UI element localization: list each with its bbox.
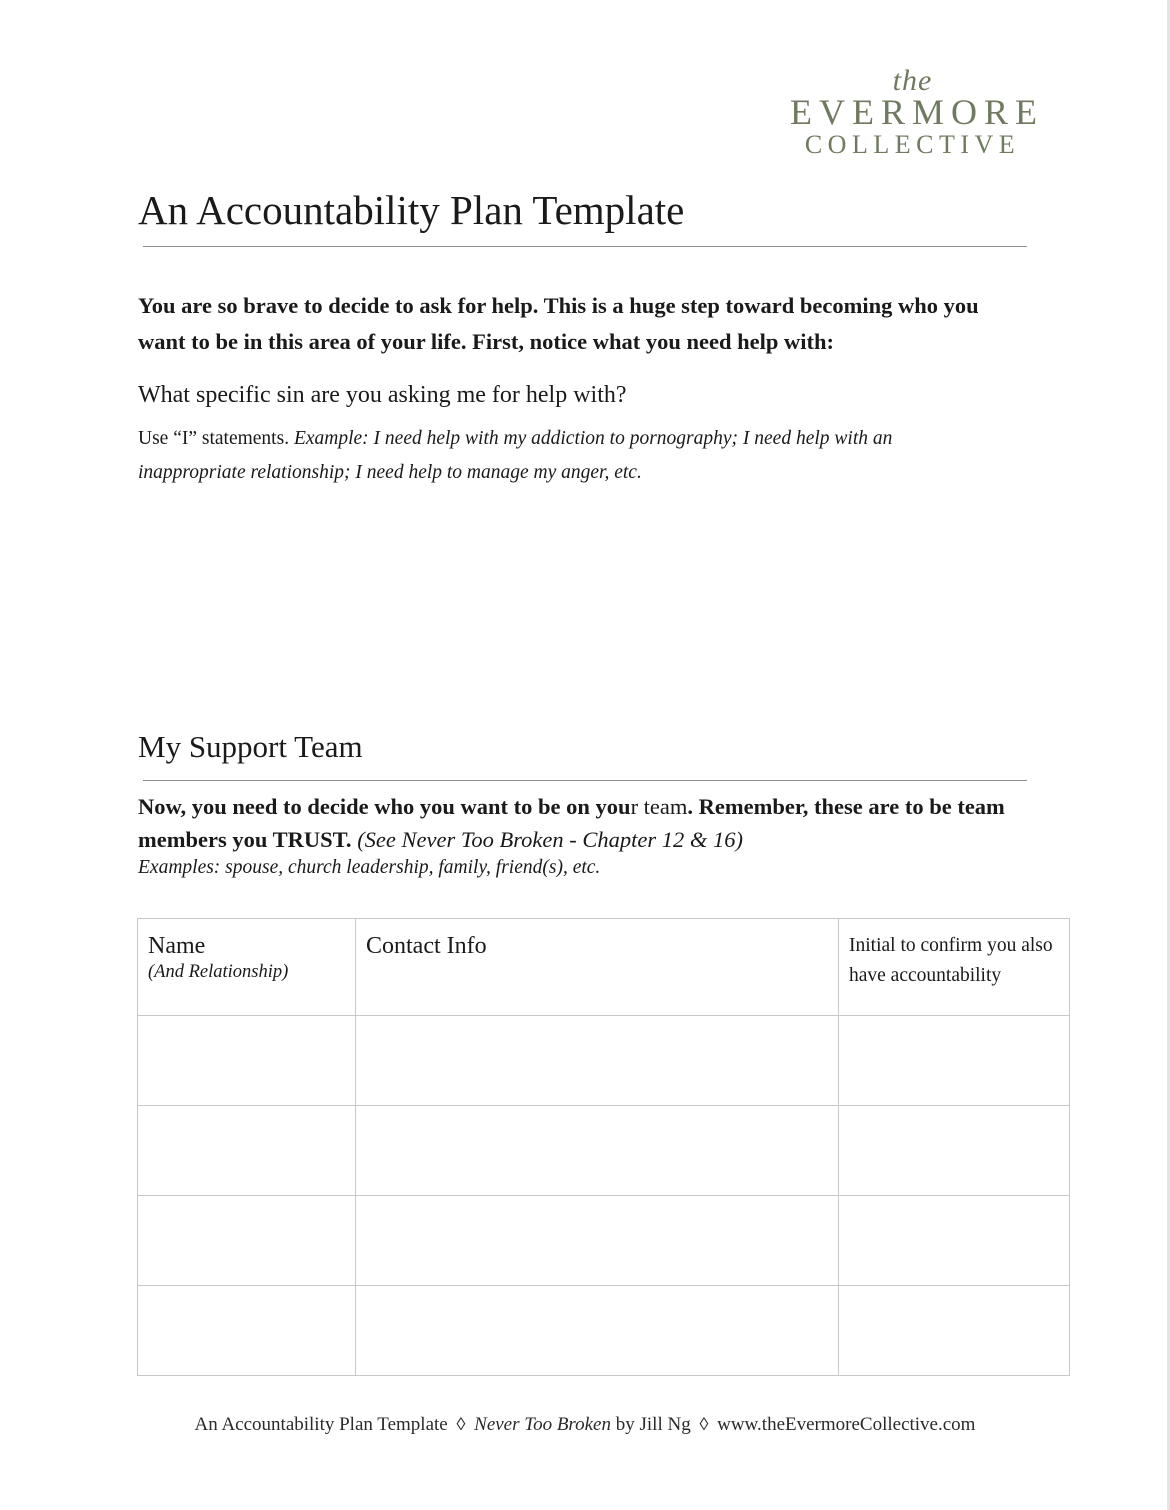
- team-intro-part3: . Remember, these are to be team members you TRUST.: [138, 794, 1005, 852]
- team-intro: [138, 790, 1038, 856]
- cell-initial[interactable]: [839, 1106, 1070, 1196]
- team-intro-part2: r team: [630, 794, 688, 819]
- footer-title: An Accountability Plan Template: [194, 1414, 448, 1435]
- header-initial: Initial to confirm you also have accountability: [839, 919, 1070, 1016]
- examples-text: Examples: spouse, church leadership, family, friend(s), etc.: [138, 857, 601, 878]
- header-name-sub: (And Relationship): [148, 962, 289, 982]
- cell-name[interactable]: [138, 1196, 356, 1286]
- team-intro-reference: (See Never Too Broken - Chapter 12 & 16): [357, 827, 743, 852]
- logo-collective: COLLECTIVE: [804, 130, 1021, 159]
- intro-paragraph: You are so brave to decide to ask for help. This is a huge step toward becoming who you want to be in this area of your life. First, notice what you need help with:: [138, 293, 979, 354]
- cell-name[interactable]: [138, 1106, 356, 1196]
- cell-name[interactable]: [138, 1016, 356, 1106]
- cell-contact[interactable]: [356, 1106, 839, 1196]
- page-title: An Accountability Plan Template: [138, 187, 685, 233]
- logo-evermore: EVERMORE: [790, 92, 1044, 132]
- footer-url[interactable]: www.theEvermoreCollective.com: [717, 1414, 976, 1435]
- footer-author: by Jill Ng: [615, 1414, 691, 1435]
- section-title-support-team: My Support Team: [138, 729, 363, 764]
- cell-initial[interactable]: [839, 1016, 1070, 1106]
- cell-contact[interactable]: [356, 1286, 839, 1376]
- title-divider: [143, 246, 1027, 247]
- table-row: [138, 1196, 1070, 1286]
- instructions-example: Example: I need help with my addiction to pornography; I need help with an inappropriate relationship; I need help to manage my anger, etc.: [138, 428, 893, 483]
- instructions: [138, 422, 998, 490]
- cell-contact[interactable]: [356, 1016, 839, 1106]
- diamond-separator-icon: ◊: [699, 1414, 709, 1434]
- team-intro-part1: Now, you need to decide who you want to be on you: [138, 794, 631, 819]
- evermore-collective-logo: [790, 64, 1044, 160]
- header-name: [138, 919, 356, 1016]
- diamond-separator-icon: ◊: [456, 1414, 466, 1434]
- table-row: [138, 1016, 1070, 1106]
- page-footer: [0, 1414, 1170, 1436]
- support-team-table: [137, 918, 1070, 1376]
- table-row: [138, 1106, 1070, 1196]
- logo-the: the: [892, 64, 933, 97]
- question-text: What specific sin are you asking me for help with?: [138, 382, 627, 408]
- footer-book-title: Never Too Broken: [474, 1414, 611, 1435]
- cell-initial[interactable]: [839, 1196, 1070, 1286]
- cell-contact[interactable]: [356, 1196, 839, 1286]
- cell-name[interactable]: [138, 1286, 356, 1376]
- table-header-row: [138, 919, 1070, 1016]
- header-contact: Contact Info: [356, 919, 839, 1016]
- instructions-lead: Use “I” statements.: [138, 428, 290, 449]
- cell-initial[interactable]: [839, 1286, 1070, 1376]
- header-name-label: Name: [148, 933, 206, 959]
- section-divider: [143, 780, 1027, 781]
- table-row: [138, 1286, 1070, 1376]
